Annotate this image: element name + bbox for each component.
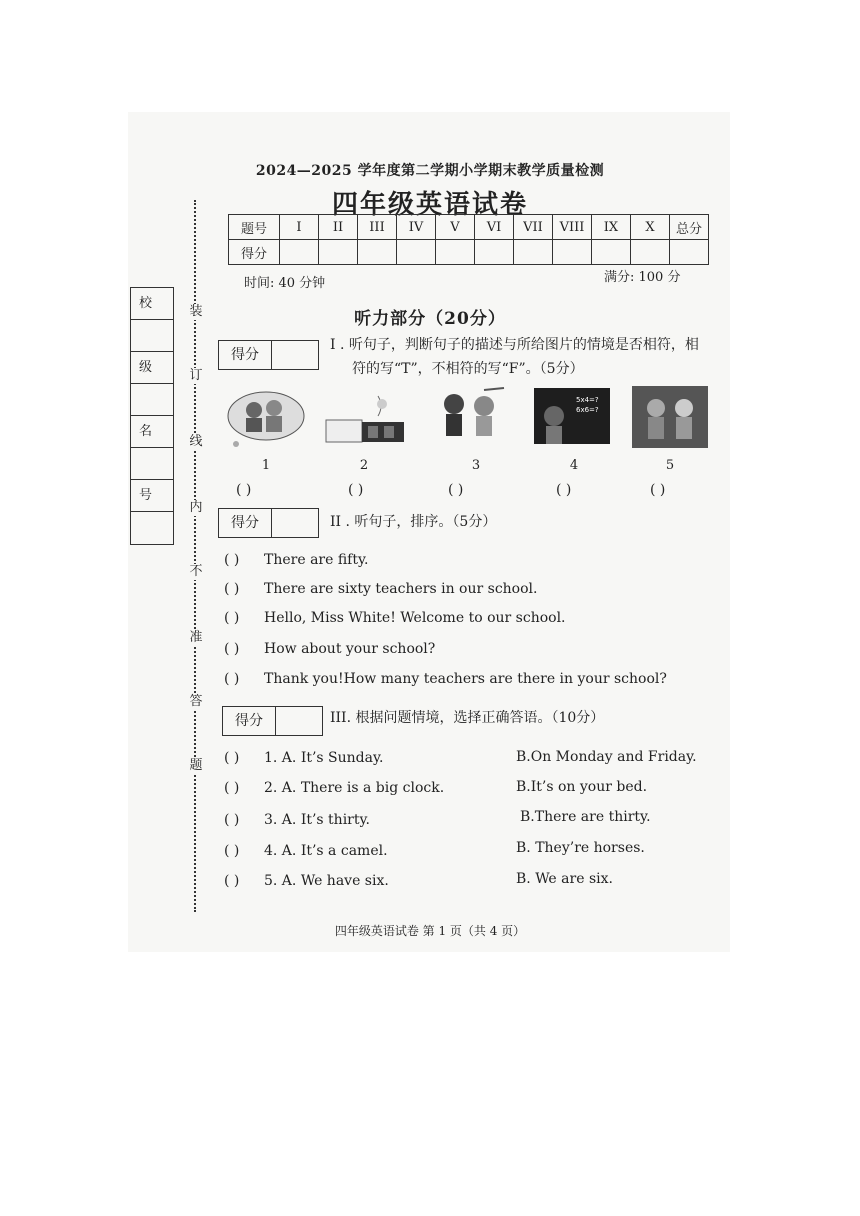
binding-char: 准	[186, 630, 206, 646]
class-label: 级	[131, 352, 173, 384]
q2-line	[224, 581, 537, 597]
q1-heading-line2: 符的写“T”，不相符的写“F”。（5分）	[352, 361, 584, 377]
score-table-header: VI	[475, 215, 514, 240]
binding-char: 线	[186, 434, 206, 450]
answer-paren[interactable]: ( )	[224, 812, 240, 828]
score-table-header: 题号	[229, 215, 280, 240]
score-label: 得分	[219, 341, 272, 369]
q2-sentence: How about your school?	[264, 641, 436, 657]
picture-number: 5	[665, 458, 675, 473]
q3-line	[224, 750, 384, 766]
score-table-header: IV	[397, 215, 436, 240]
q3-option-b: B.It’s on your bed.	[516, 779, 648, 795]
children-picture-icon	[632, 386, 708, 448]
q2-heading: II . 听句子，排序。（5分）	[330, 514, 497, 530]
binding-char: 不	[186, 564, 206, 580]
q2-sentence: Hello, Miss White! Welcome to our school.	[264, 610, 566, 626]
q2-score-box	[218, 508, 319, 538]
animals-picture-icon	[434, 386, 510, 448]
q3-line	[224, 843, 388, 859]
answer-paren[interactable]: ( )	[224, 780, 240, 796]
page-footer: 四年级英语试卷 第 1 页（共 4 页）	[334, 924, 526, 938]
score-table-header: VIII	[553, 215, 592, 240]
score-cell[interactable]	[436, 240, 475, 265]
q2-line	[224, 552, 369, 568]
q2-line	[224, 610, 566, 626]
score-table-header: X	[631, 215, 670, 240]
binding-char: 答	[186, 694, 206, 710]
answer-paren[interactable]: ( )	[224, 552, 240, 568]
score-blank[interactable]	[276, 707, 322, 735]
score-table	[228, 214, 709, 265]
q2-sentence: There are sixty teachers in our school.	[264, 581, 538, 597]
answer-paren[interactable]: ( )	[224, 641, 240, 657]
score-table-header: 总分	[670, 215, 709, 240]
q2-sentence: There are fifty.	[264, 552, 369, 568]
answer-paren[interactable]: ( )	[224, 610, 240, 626]
number-label: 号	[131, 480, 173, 512]
binding-char: 装	[186, 304, 206, 320]
q2-line	[224, 671, 667, 687]
name-label: 名	[131, 416, 173, 448]
school-label: 校	[131, 288, 173, 320]
score-blank[interactable]	[272, 341, 318, 369]
answer-paren[interactable]: ( )	[556, 482, 572, 498]
svg-text:6x6=?: 6x6=?	[576, 406, 599, 414]
picture-number: 2	[359, 458, 369, 473]
score-label: 得分	[223, 707, 276, 735]
score-cell[interactable]	[631, 240, 670, 265]
q3-option-b: B. We are six.	[516, 871, 613, 887]
score-cell[interactable]	[280, 240, 319, 265]
score-table-header: II	[319, 215, 358, 240]
picture-number: 4	[569, 458, 579, 473]
score-table-header: I	[280, 215, 319, 240]
score-table-header: III	[358, 215, 397, 240]
family-chat-picture-icon	[224, 386, 308, 448]
q3-line	[224, 873, 389, 889]
q3-option-a: 5. A. We have six.	[264, 873, 389, 889]
name-field[interactable]	[131, 448, 173, 480]
answer-paren[interactable]: ( )	[224, 750, 240, 766]
q2-sentence: Thank you!How many teachers are there in your school?	[264, 671, 667, 687]
class-field[interactable]	[131, 384, 173, 416]
answer-paren[interactable]: ( )	[224, 843, 240, 859]
score-table-header: VII	[514, 215, 553, 240]
answer-paren[interactable]: ( )	[650, 482, 666, 498]
q3-option-b: B.There are thirty.	[520, 809, 651, 825]
answer-paren[interactable]: ( )	[224, 581, 240, 597]
score-cell[interactable]	[514, 240, 553, 265]
score-cell[interactable]	[553, 240, 592, 265]
answer-paren[interactable]: ( )	[236, 482, 252, 498]
q3-option-a: 3. A. It’s thirty.	[264, 812, 370, 828]
full-score: 满分: 100 分	[604, 270, 681, 285]
score-cell[interactable]	[670, 240, 709, 265]
binding-char: 题	[186, 758, 206, 774]
score-cell[interactable]	[592, 240, 631, 265]
q3-line	[224, 780, 444, 796]
q3-line	[224, 812, 370, 828]
score-table-header: V	[436, 215, 475, 240]
q3-heading: III. 根据问题情境，选择正确答语。（10分）	[330, 710, 605, 726]
answer-paren[interactable]: ( )	[224, 873, 240, 889]
q2-line	[224, 641, 435, 657]
q3-option-b: B. They’re horses.	[516, 840, 645, 856]
score-blank[interactable]	[272, 509, 318, 537]
q3-option-a: 2. A. There is a big clock.	[264, 780, 445, 796]
listening-section-title: 听力部分（20分）	[354, 309, 506, 329]
score-table-header: IX	[592, 215, 631, 240]
kitchen-picture-icon	[322, 386, 406, 448]
answer-paren[interactable]: ( )	[224, 671, 240, 687]
answer-paren[interactable]: ( )	[348, 482, 364, 498]
q1-score-box	[218, 340, 319, 370]
q3-option-a: 1. A. It’s Sunday.	[264, 750, 384, 766]
score-cell[interactable]	[475, 240, 514, 265]
number-field[interactable]	[131, 512, 173, 544]
picture-number: 3	[471, 458, 481, 473]
binding-char: 订	[186, 368, 206, 384]
time-limit: 时间: 40 分钟	[244, 276, 326, 291]
q3-score-box	[222, 706, 323, 736]
q3-option-b: B.On Monday and Friday.	[516, 749, 697, 765]
blackboard-math-picture-icon	[532, 386, 612, 448]
exam-subtitle: 2024—2025 学年度第二学期小学期末教学质量检测	[255, 163, 605, 179]
score-cell[interactable]	[358, 240, 397, 265]
picture-number: 1	[261, 458, 271, 473]
q1-heading-line1: I . 听句子，判断句子的描述与所给图片的情境是否相符，相	[330, 337, 699, 353]
score-cell[interactable]	[397, 240, 436, 265]
exam-title: 四年级英语试卷	[331, 190, 528, 220]
answer-paren[interactable]: ( )	[448, 482, 464, 498]
score-cell[interactable]	[319, 240, 358, 265]
q3-option-a: 4. A. It’s a camel.	[264, 843, 388, 859]
svg-text:5x4=?: 5x4=?	[576, 396, 599, 404]
score-label: 得分	[219, 509, 272, 537]
score-row-label: 得分	[229, 240, 280, 265]
binding-char: 内	[186, 500, 206, 516]
